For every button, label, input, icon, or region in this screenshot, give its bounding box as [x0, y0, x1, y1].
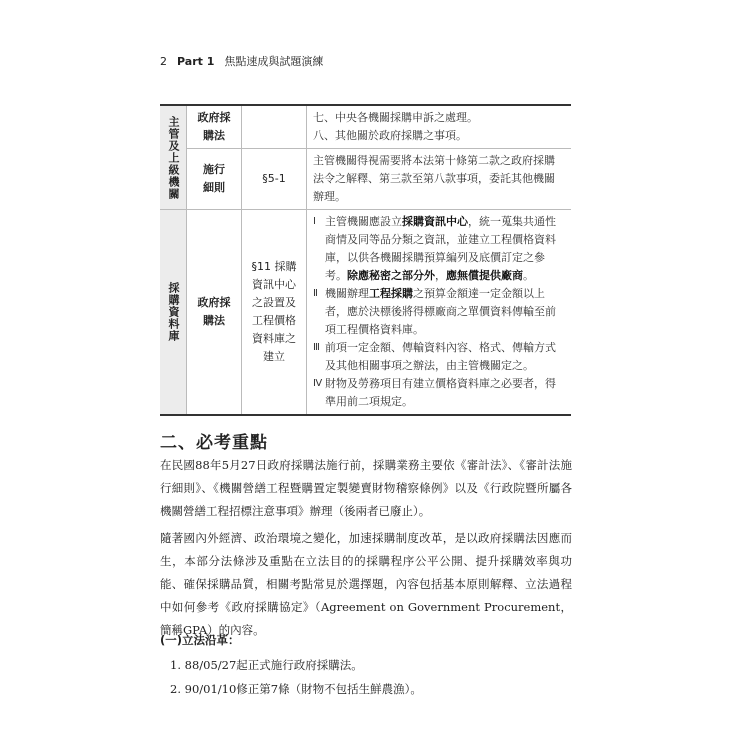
item-text: 財物及勞務項目有建立價格資料庫之必要者，得準用前二項規定。: [325, 377, 556, 408]
subheading: (一)立法沿革：: [160, 633, 240, 647]
content-line: 七、中央各機關採購申訴之處理。: [313, 111, 478, 124]
part-label: Part 1: [177, 54, 215, 68]
page-number: 2: [160, 54, 167, 68]
content-line: 主管機關得視需要將本法第十條第二款之政府採購法令之解釋、第三款至第八款事項，委託其他機關辦理。: [313, 154, 555, 203]
law-name-cell: [187, 105, 242, 149]
category-cell: [160, 105, 187, 210]
law-name: 政府採購法: [197, 111, 231, 142]
item-text: 主管機關應設立採購資訊中心，統一蒐集共通性商情及同等品分類之資訊，並建立工程價格資料庫，以供各機關採購預算編列及底價訂定之參考。除應秘密之部分外，應無償提供廠商。: [325, 215, 556, 282]
article-cell: [242, 105, 307, 149]
item-marker: Ⅰ: [313, 216, 316, 227]
item-marker: Ⅲ: [313, 342, 320, 353]
article-number: §5-1: [262, 172, 286, 185]
content-cell: [307, 149, 572, 210]
table-row: [160, 105, 571, 149]
category-label: 主管及上級機關: [167, 115, 180, 200]
body-paragraph: 在民國88年5月27日政府採購法施行前，採購業務主要依《審計法》、《審計法施行細則》、《機關營繕工程暨購置定製變賣財物稽察條例》以及《行政院暨所屬各機關營繕工程招標注意事項》辦理（後兩者已廢止）。: [160, 458, 572, 518]
content-line: 八、其他關於政府採購之事項。: [313, 129, 467, 142]
category-label: 採購資料庫: [167, 282, 180, 342]
item-marker: Ⅱ: [313, 288, 318, 299]
law-name-cell: [187, 149, 242, 210]
table-row: [160, 210, 571, 416]
body-paragraph: 隨著國內外經濟、政治環境之變化，加速採購制度改革，是以政府採購法因應而生，本部分法條涉及重點在立法目的的採購程序公平公開、提升採購效率與功能、確保採購品質，相關考點常見於選擇題，內容包括基本原則解釋、立法過程中如何參考《政府採購協定》（Agreement on Government Procurement，簡稱GPA）的內容。: [160, 531, 572, 637]
item-text: 機關辦理工程採購之預算金額達一定金額以上者，應於決標後將得標廠商之單價資料傳輸至前項工程價格資料庫。: [325, 287, 556, 336]
content-cell: [307, 105, 572, 149]
item-marker: Ⅳ: [313, 378, 323, 389]
list-item: 1. 88/05/27起正式施行政府採購法。: [170, 658, 363, 672]
law-table: [160, 104, 571, 416]
list-item: 2. 90/01/10修正第7條（財物不包括生鮮農漁）。: [170, 682, 422, 696]
article-number: §11 採購資訊中心之設置及工程價格資料庫之建立: [251, 260, 297, 363]
law-name: 政府採購法: [197, 296, 231, 327]
page-header: [160, 53, 323, 69]
list-item: [313, 375, 565, 411]
list-item: [313, 213, 565, 285]
section-heading: 二、必考重點: [160, 433, 268, 453]
content-cell: [307, 210, 572, 416]
table-row: [160, 149, 571, 210]
category-cell: [160, 210, 187, 416]
book-title: 焦點速成與試題演練: [224, 55, 324, 68]
article-cell: [242, 149, 307, 210]
list-item: [313, 285, 565, 339]
article-cell: [242, 210, 307, 416]
list-item: [313, 339, 565, 375]
law-name-cell: [187, 210, 242, 416]
item-text: 前項一定金額、傳輸資料內容、格式、傳輸方式及其他相關事項之辦法，由主管機關定之。: [325, 341, 556, 372]
law-name: 施行細則: [203, 163, 225, 194]
